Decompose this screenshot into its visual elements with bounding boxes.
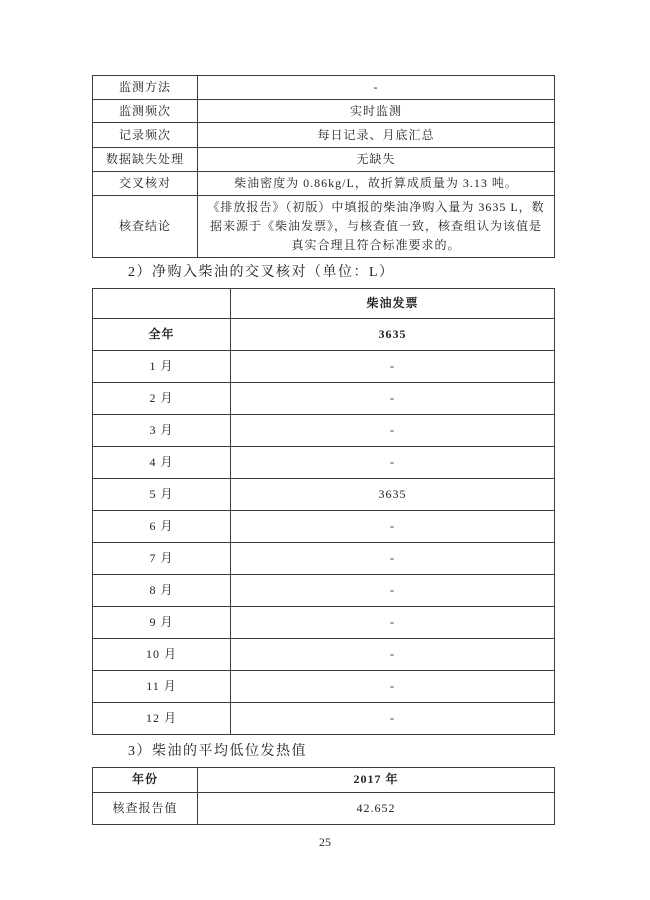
table-header-row [93, 767, 555, 792]
section3-heading: 3）柴油的平均低位发热值 [128, 743, 307, 759]
table-row [93, 606, 555, 638]
monitoring-summary-table [92, 75, 555, 258]
table-row [93, 414, 555, 446]
row-value: - [231, 350, 555, 382]
row-label: 全年 [93, 318, 231, 350]
row-value: - [231, 574, 555, 606]
row-value: 无缺失 [198, 148, 555, 172]
row-value: 实时监测 [198, 99, 555, 123]
heating-value-table [92, 767, 555, 825]
row-label: 9 月 [93, 606, 231, 638]
row-label: 交叉核对 [93, 172, 198, 196]
table-row [93, 318, 555, 350]
table-row [93, 148, 555, 172]
row-label: 数据缺失处理 [93, 148, 198, 172]
row-value: 柴油密度为 0.86kg/L，故折算成质量为 3.13 吨。 [198, 172, 555, 196]
row-label: 核查报告值 [93, 792, 198, 824]
row-value: - [231, 382, 555, 414]
table-row [93, 382, 555, 414]
row-value: - [198, 76, 555, 100]
row-label: 12 月 [93, 702, 231, 734]
row-value: 2017 年 [198, 767, 555, 792]
row-label: 记录频次 [93, 123, 198, 148]
table-row [93, 99, 555, 123]
row-value: - [231, 702, 555, 734]
row-value: 每日记录、月底汇总 [198, 123, 555, 148]
table-row [93, 76, 555, 100]
row-label: 核查结论 [93, 195, 198, 257]
row-label: 5 月 [93, 478, 231, 510]
row-value: - [231, 542, 555, 574]
row-label: 6 月 [93, 510, 231, 542]
row-value: - [231, 510, 555, 542]
row-label: 监测频次 [93, 99, 198, 123]
row-label: 4 月 [93, 446, 231, 478]
section2-heading: 2）净购入柴油的交叉核对（单位：L） [128, 264, 395, 280]
row-label: 10 月 [93, 638, 231, 670]
table-row [93, 510, 555, 542]
table-row [93, 195, 555, 257]
column-header: 柴油发票 [231, 288, 555, 318]
row-value: 3635 [231, 318, 555, 350]
row-value: 《排放报告》（初版）中填报的柴油净购入量为 3635 L，数据来源于《柴油发票》，与核查值一致，核查组认为该值是真实合理且符合标准要求的。 [198, 195, 555, 257]
row-label: 8 月 [93, 574, 231, 606]
row-label: 11 月 [93, 670, 231, 702]
row-value: 3635 [231, 478, 555, 510]
table-row [93, 702, 555, 734]
row-label: 3 月 [93, 414, 231, 446]
table-header-row [93, 288, 555, 318]
table-row [93, 350, 555, 382]
table-row [93, 638, 555, 670]
row-value: - [231, 638, 555, 670]
table-row [93, 792, 555, 824]
row-value: - [231, 606, 555, 638]
diesel-invoice-table [92, 288, 555, 735]
table-row [93, 670, 555, 702]
row-label: 7 月 [93, 542, 231, 574]
row-label: 1 月 [93, 350, 231, 382]
table-row [93, 478, 555, 510]
page-number: 25 [319, 835, 331, 849]
row-value: - [231, 414, 555, 446]
document-content [92, 0, 554, 825]
empty-header-cell [93, 288, 231, 318]
row-label: 监测方法 [93, 76, 198, 100]
table-row [93, 172, 555, 196]
table-row [93, 123, 555, 148]
row-label: 2 月 [93, 382, 231, 414]
row-label: 年份 [93, 767, 198, 792]
row-value: - [231, 670, 555, 702]
table-row [93, 542, 555, 574]
row-value: 42.652 [198, 792, 555, 824]
table-row [93, 446, 555, 478]
row-value: - [231, 446, 555, 478]
table-row [93, 574, 555, 606]
